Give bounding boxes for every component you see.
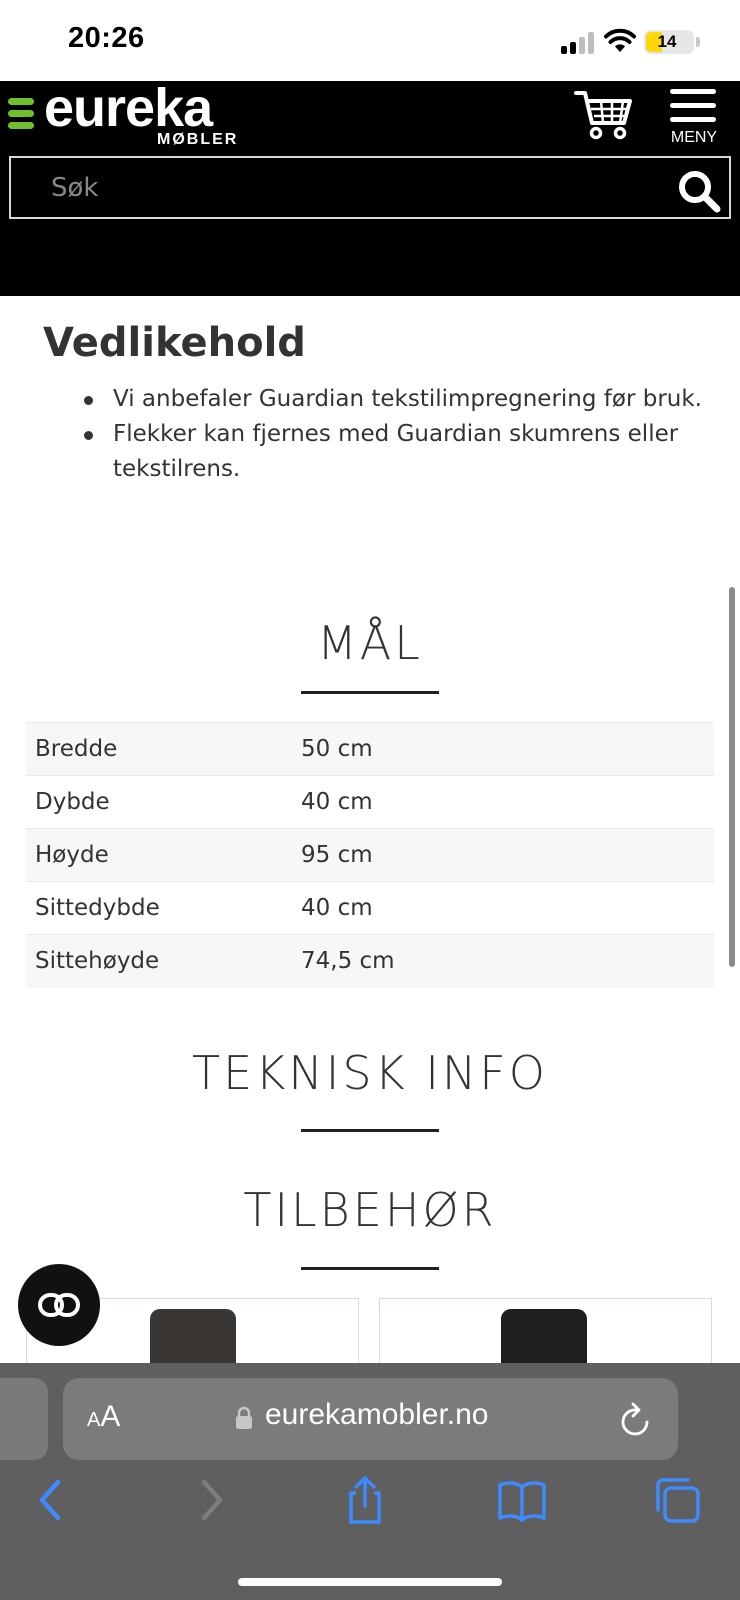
forward-icon[interactable]: [184, 1475, 236, 1525]
battery-percent: 14: [657, 32, 677, 51]
link-icon: [38, 1292, 80, 1318]
menu-label[interactable]: MENY: [670, 129, 718, 146]
status-time: 20:26: [68, 22, 145, 54]
floating-action-button[interactable]: [18, 1264, 100, 1346]
accessories-underline: [301, 1267, 439, 1270]
back-icon[interactable]: [26, 1475, 78, 1525]
dimension-label: Sittedybde: [35, 895, 160, 921]
reader-settings-button[interactable]: AA: [87, 1400, 121, 1433]
logo-subtitle: MØBLER: [157, 131, 239, 148]
search-box: [9, 156, 731, 219]
url-text[interactable]: eurekamobler.no: [265, 1398, 489, 1431]
maintenance-item: Flekker kan fjernes med Guardian skumrens eller tekstilrens.: [84, 417, 704, 487]
shopping-cart-icon[interactable]: [574, 87, 634, 141]
dimension-value: 74,5 cm: [301, 948, 395, 975]
table-row: [26, 935, 714, 988]
maintenance-list: [84, 382, 704, 487]
logo[interactable]: eureka: [44, 78, 213, 138]
dimension-label: Sittehøyde: [35, 948, 160, 975]
address-bar[interactable]: [63, 1378, 678, 1460]
home-indicator[interactable]: [238, 1578, 502, 1586]
share-icon[interactable]: [339, 1475, 391, 1525]
logo-bars-icon: [8, 98, 34, 130]
maintenance-title: Vedlikehold: [43, 320, 306, 366]
wifi-icon: [604, 28, 636, 54]
table-row: [26, 776, 714, 829]
dimension-label: Bredde: [35, 736, 118, 762]
technical-info-underline: [301, 1129, 439, 1132]
maintenance-item: Vi anbefaler Guardian tekstilimpregnering før bruk.: [84, 382, 704, 417]
cellular-signal-icon: [561, 32, 595, 54]
dimension-value: 95 cm: [301, 842, 373, 868]
dimensions-underline: [301, 691, 439, 694]
tabs-icon[interactable]: [652, 1475, 704, 1525]
accessories-title: TILBEHØR: [243, 1183, 497, 1237]
battery-cap: [696, 37, 700, 47]
lock-icon: [235, 1406, 253, 1430]
search-icon[interactable]: [676, 168, 722, 214]
dimension-value: 50 cm: [301, 736, 373, 762]
dimensions-table: [26, 722, 714, 988]
table-row: [26, 882, 714, 935]
status-bar: [0, 0, 740, 81]
dimensions-title: MÅL: [317, 616, 423, 670]
technical-info-title[interactable]: TEKNISK INFO: [192, 1046, 548, 1100]
dimension-label: Dybde: [35, 789, 110, 815]
hamburger-menu-icon[interactable]: [668, 87, 718, 125]
search-input[interactable]: [41, 164, 661, 212]
site-header: [0, 78, 740, 296]
battery-icon: [644, 30, 694, 54]
previous-tab-preview[interactable]: [0, 1378, 48, 1460]
table-row: [26, 723, 714, 776]
dimension-value: 40 cm: [301, 895, 373, 921]
reload-icon[interactable]: [619, 1402, 653, 1438]
table-row: [26, 829, 714, 882]
bookmarks-icon[interactable]: [496, 1475, 548, 1525]
scrollbar[interactable]: [729, 587, 735, 967]
dimension-value: 40 cm: [301, 789, 373, 815]
dimension-label: Høyde: [35, 842, 109, 868]
